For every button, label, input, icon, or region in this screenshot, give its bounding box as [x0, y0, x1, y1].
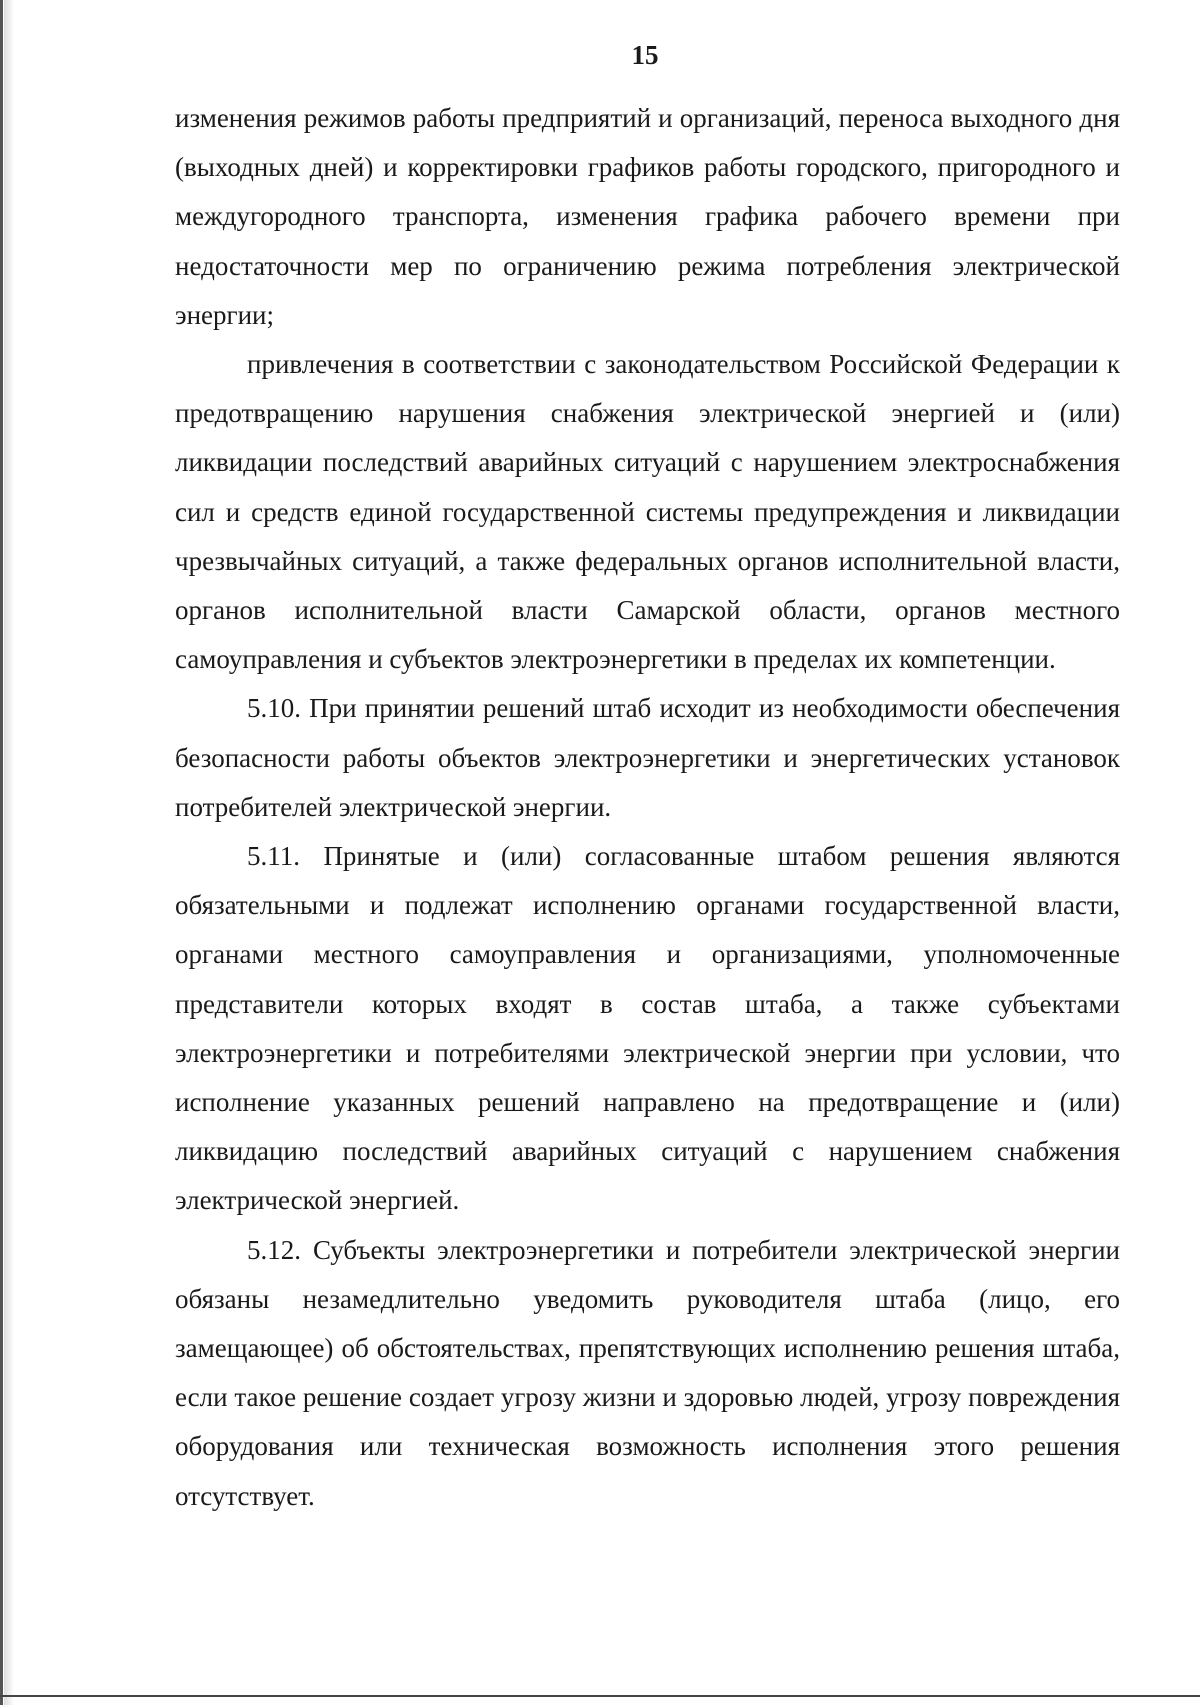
scan-edge-shadow: [4, 0, 14, 1705]
paragraph-5-11: 5.11. Принятые и (или) согласованные штабом решения являются обязательными и подлежат исполнению органами государственной власти, органами местного самоуправления и организациями, уполномоченные представители которых входят в состав штаба, а также субъектами электроэнергетики и потребителями электрической энергии при условии, что исполнение указанных решений направлено на предотвращение и (или) ликвидацию последствий аварийных ситуаций с нарушением снабжения электрической энергией.: [175, 841, 1120, 1216]
scan-edge-bottom: [0, 1695, 1200, 1697]
paragraph-continuation: изменения режимов работы предприятий и организаций, переноса выходного дня (выходных дней) и корректировки графиков работы городского, пригородного и междугородного транспорта, изменения графика рабочего времени при недостаточности мер по ограничению режима потребления электрической энергии;: [175, 103, 1120, 330]
scan-edge-left: [0, 0, 3, 1705]
page-number: 15: [631, 40, 659, 70]
document-body: [175, 94, 1120, 1521]
paragraph-5-10: 5.10. При принятии решений штаб исходит из необходимости обеспечения безопасности работы объектов электроэнергетики и энергетических установок потребителей электрической энергии.: [175, 693, 1120, 822]
paragraph-involvement: привлечения в соответствии с законодательством Российской Федерации к предотвращению нарушения снабжения электрической энергией и (или) ликвидации последствий аварийных ситуаций с нарушением электроснабжения сил и средств единой государственной системы предупреждения и ликвидации чрезвычайных ситуаций, а также федеральных органов исполнительной власти, органов исполнительной власти Самарской области, органов местного самоуправления и субъектов электроэнергетики в пределах их компетенции.: [175, 349, 1120, 675]
paragraph-5-12: 5.12. Субъекты электроэнергетики и потребители электрической энергии обязаны незамедлительно уведомить руководителя штаба (лицо, его замещающее) об обстоятельствах, препятствующих исполнению решения штаба, если такое решение создает угрозу жизни и здоровью людей, угрозу повреждения оборудования или техническая возможность исполнения этого решения отсутствует.: [175, 1234, 1120, 1511]
